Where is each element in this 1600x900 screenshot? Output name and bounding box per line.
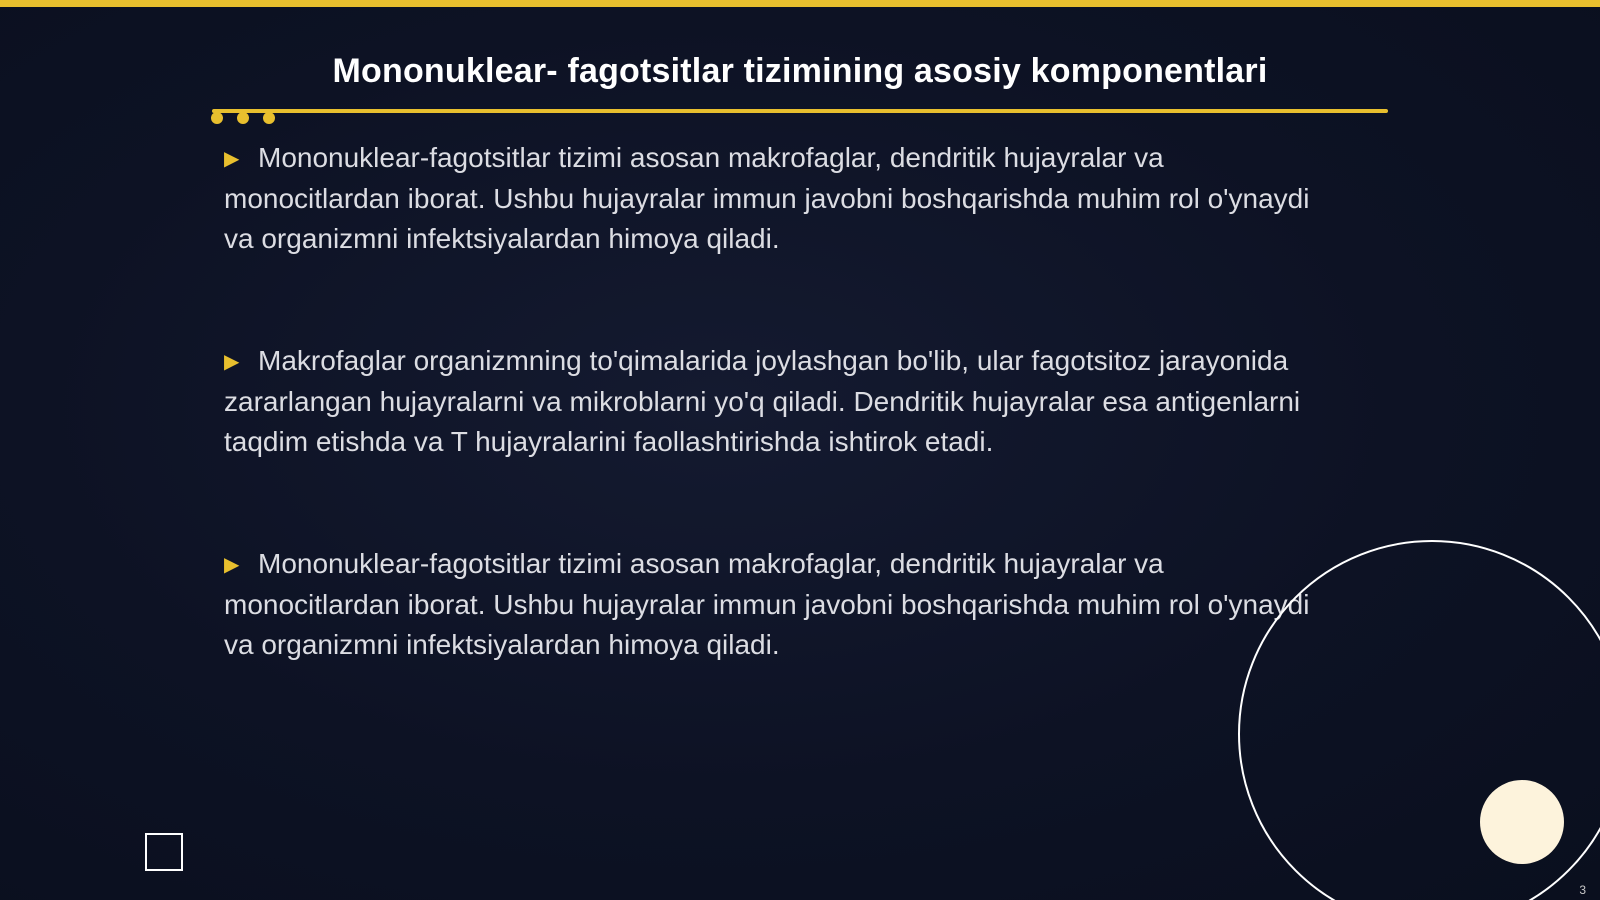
paragraph-text: Makrofaglar organizmning to'qimalarida joylashgan bo'lib, ular fagotsitoz jarayonida zararlangan hujayralarni va mikroblarni yo'q qiladi. Dendritik hujayralar esa antigenlarni taqdim etishda va T hujayralarini faollashtirishda ishtirok etadi.	[224, 345, 1301, 457]
bullet-paragraph-1	[224, 138, 1344, 259]
title-underline	[212, 109, 1388, 113]
triangle-bullet-icon: ▶	[224, 554, 240, 576]
top-accent-bar	[0, 0, 1600, 7]
accent-dot	[263, 112, 275, 124]
title-underline-dots	[211, 112, 289, 124]
bullet-paragraph-2	[224, 341, 1344, 462]
bullet-paragraph-3	[224, 544, 1344, 665]
triangle-bullet-icon: ▶	[224, 351, 240, 373]
paragraph-text: Mononuklear-fagotsitlar tizimi asosan makrofaglar, dendritik hujayralar va monocitlardan iborat. Ushbu hujayralar immun javobni boshqarishda muhim rol o'ynaydi va organizmni infektsiyalardan himoya qiladi.	[224, 142, 1310, 254]
slide-title: Mononuklear- fagotsitlar tizimining asosiy komponentlari	[332, 52, 1268, 90]
accent-dot	[211, 112, 223, 124]
cream-filled-circle	[1480, 780, 1564, 864]
accent-dot	[237, 112, 249, 124]
triangle-bullet-icon: ▶	[224, 148, 240, 170]
paragraph-text: Mononuklear-fagotsitlar tizimi asosan makrofaglar, dendritik hujayralar va monocitlardan iborat. Ushbu hujayralar immun javobni boshqarishda muhim rol o'ynaydi va organizmni infektsiyalardan himoya qiladi.	[224, 548, 1310, 660]
page-number: 3	[1579, 883, 1586, 897]
slide-body	[224, 138, 1344, 747]
outline-square-decoration	[145, 833, 183, 871]
